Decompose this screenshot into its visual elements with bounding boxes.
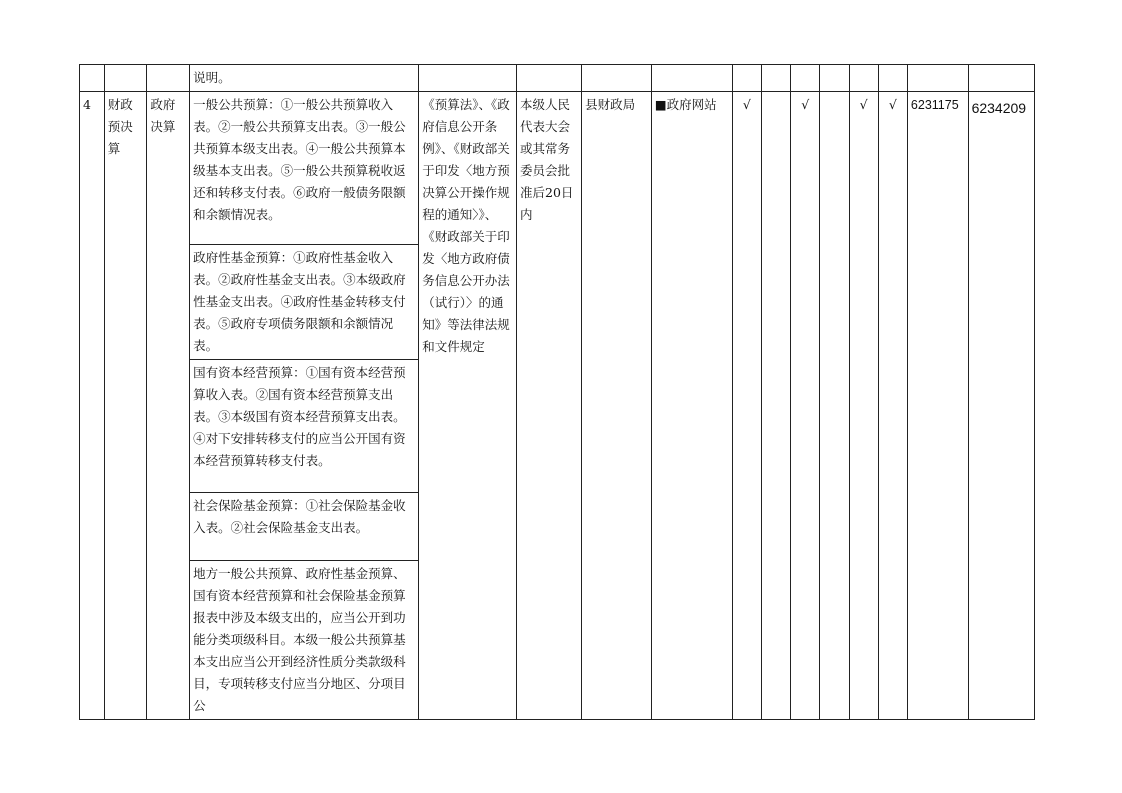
cell-phone	[907, 65, 968, 92]
cell-basis	[419, 65, 517, 92]
cell-time-limit	[517, 65, 582, 92]
cell-category	[104, 65, 147, 92]
cell-subcategory	[147, 65, 190, 92]
table-row-continued	[80, 65, 1035, 92]
cell-basis: 《预算法》、《政府信息公开条例》、《财政部关于印发〈地方预决算公开操作规程的通知〉》、《财政部关于印发〈地方政府债务信息公开办法（试行）〉的通知》等法律法规和文件规定	[419, 92, 517, 720]
cell-time-limit: 本级人民代表大会或其常务委员会批准后20日内	[517, 92, 582, 720]
cell-phone-2	[968, 92, 1034, 720]
cell-number: 4	[80, 92, 105, 720]
cell-number	[80, 65, 105, 92]
cell-mark	[849, 65, 878, 92]
cell-content-tail: 说明。	[190, 65, 419, 92]
cell-mark-2	[761, 92, 790, 720]
cell-mark-3: √	[791, 92, 820, 720]
cell-content-general-budget: 一般公共预算：①一般公共预算收入表。②一般公共预算支出表。③一般公共预算本级支出表。④一般公共预算本级基本支出表。⑤一般公共预算税收返还和转移支付表。⑥政府一般债务限额和余额情况表。	[190, 92, 419, 245]
phone-2-value: 6234209	[971, 100, 1027, 116]
disclosure-table	[79, 64, 1035, 720]
cell-channel: ■政府网站	[651, 92, 732, 720]
cell-subject	[582, 65, 652, 92]
table-row	[80, 92, 1035, 245]
cell-mark-1: √	[732, 92, 761, 720]
cell-content-social-insurance-budget: 社会保险基金预算：①社会保险基金收入表。②社会保险基金支出表。	[190, 493, 419, 561]
cell-subcategory: 政府决算	[147, 92, 190, 720]
cell-content-fund-budget: 政府性基金预算：①政府性基金收入表。②政府性基金支出表。③本级政府性基金支出表。④政府性基金转移支付表。⑤政府专项债务限额和余额情况表。	[190, 245, 419, 360]
cell-content-state-capital-budget: 国有资本经营预算：①国有资本经营预算收入表。②国有资本经营预算支出表。③本级国有资本经营预算支出表。④对下安排转移支付的应当公开国有资本经营预算转移支付表。	[190, 360, 419, 493]
cell-subject: 县财政局	[582, 92, 652, 720]
cell-phone-2	[968, 65, 1034, 92]
cell-mark	[791, 65, 820, 92]
cell-channel	[651, 65, 732, 92]
cell-mark	[878, 65, 907, 92]
cell-mark-4	[820, 92, 849, 720]
cell-mark-6: √	[878, 92, 907, 720]
cell-phone: 6231175	[907, 92, 968, 720]
cell-mark	[761, 65, 790, 92]
cell-mark-5: √	[849, 92, 878, 720]
cell-category: 财政预决算	[104, 92, 147, 720]
cell-mark	[820, 65, 849, 92]
cell-content-disclosure-level: 地方一般公共预算、政府性基金预算、国有资本经营预算和社会保险基金预算报表中涉及本级支出的，应当公开到功能分类项级科目。本级一般公共预算基本支出应当公开到经济性质分类款级科目，专项转移支付应当分地区、分项目公	[190, 561, 419, 720]
cell-mark	[732, 65, 761, 92]
